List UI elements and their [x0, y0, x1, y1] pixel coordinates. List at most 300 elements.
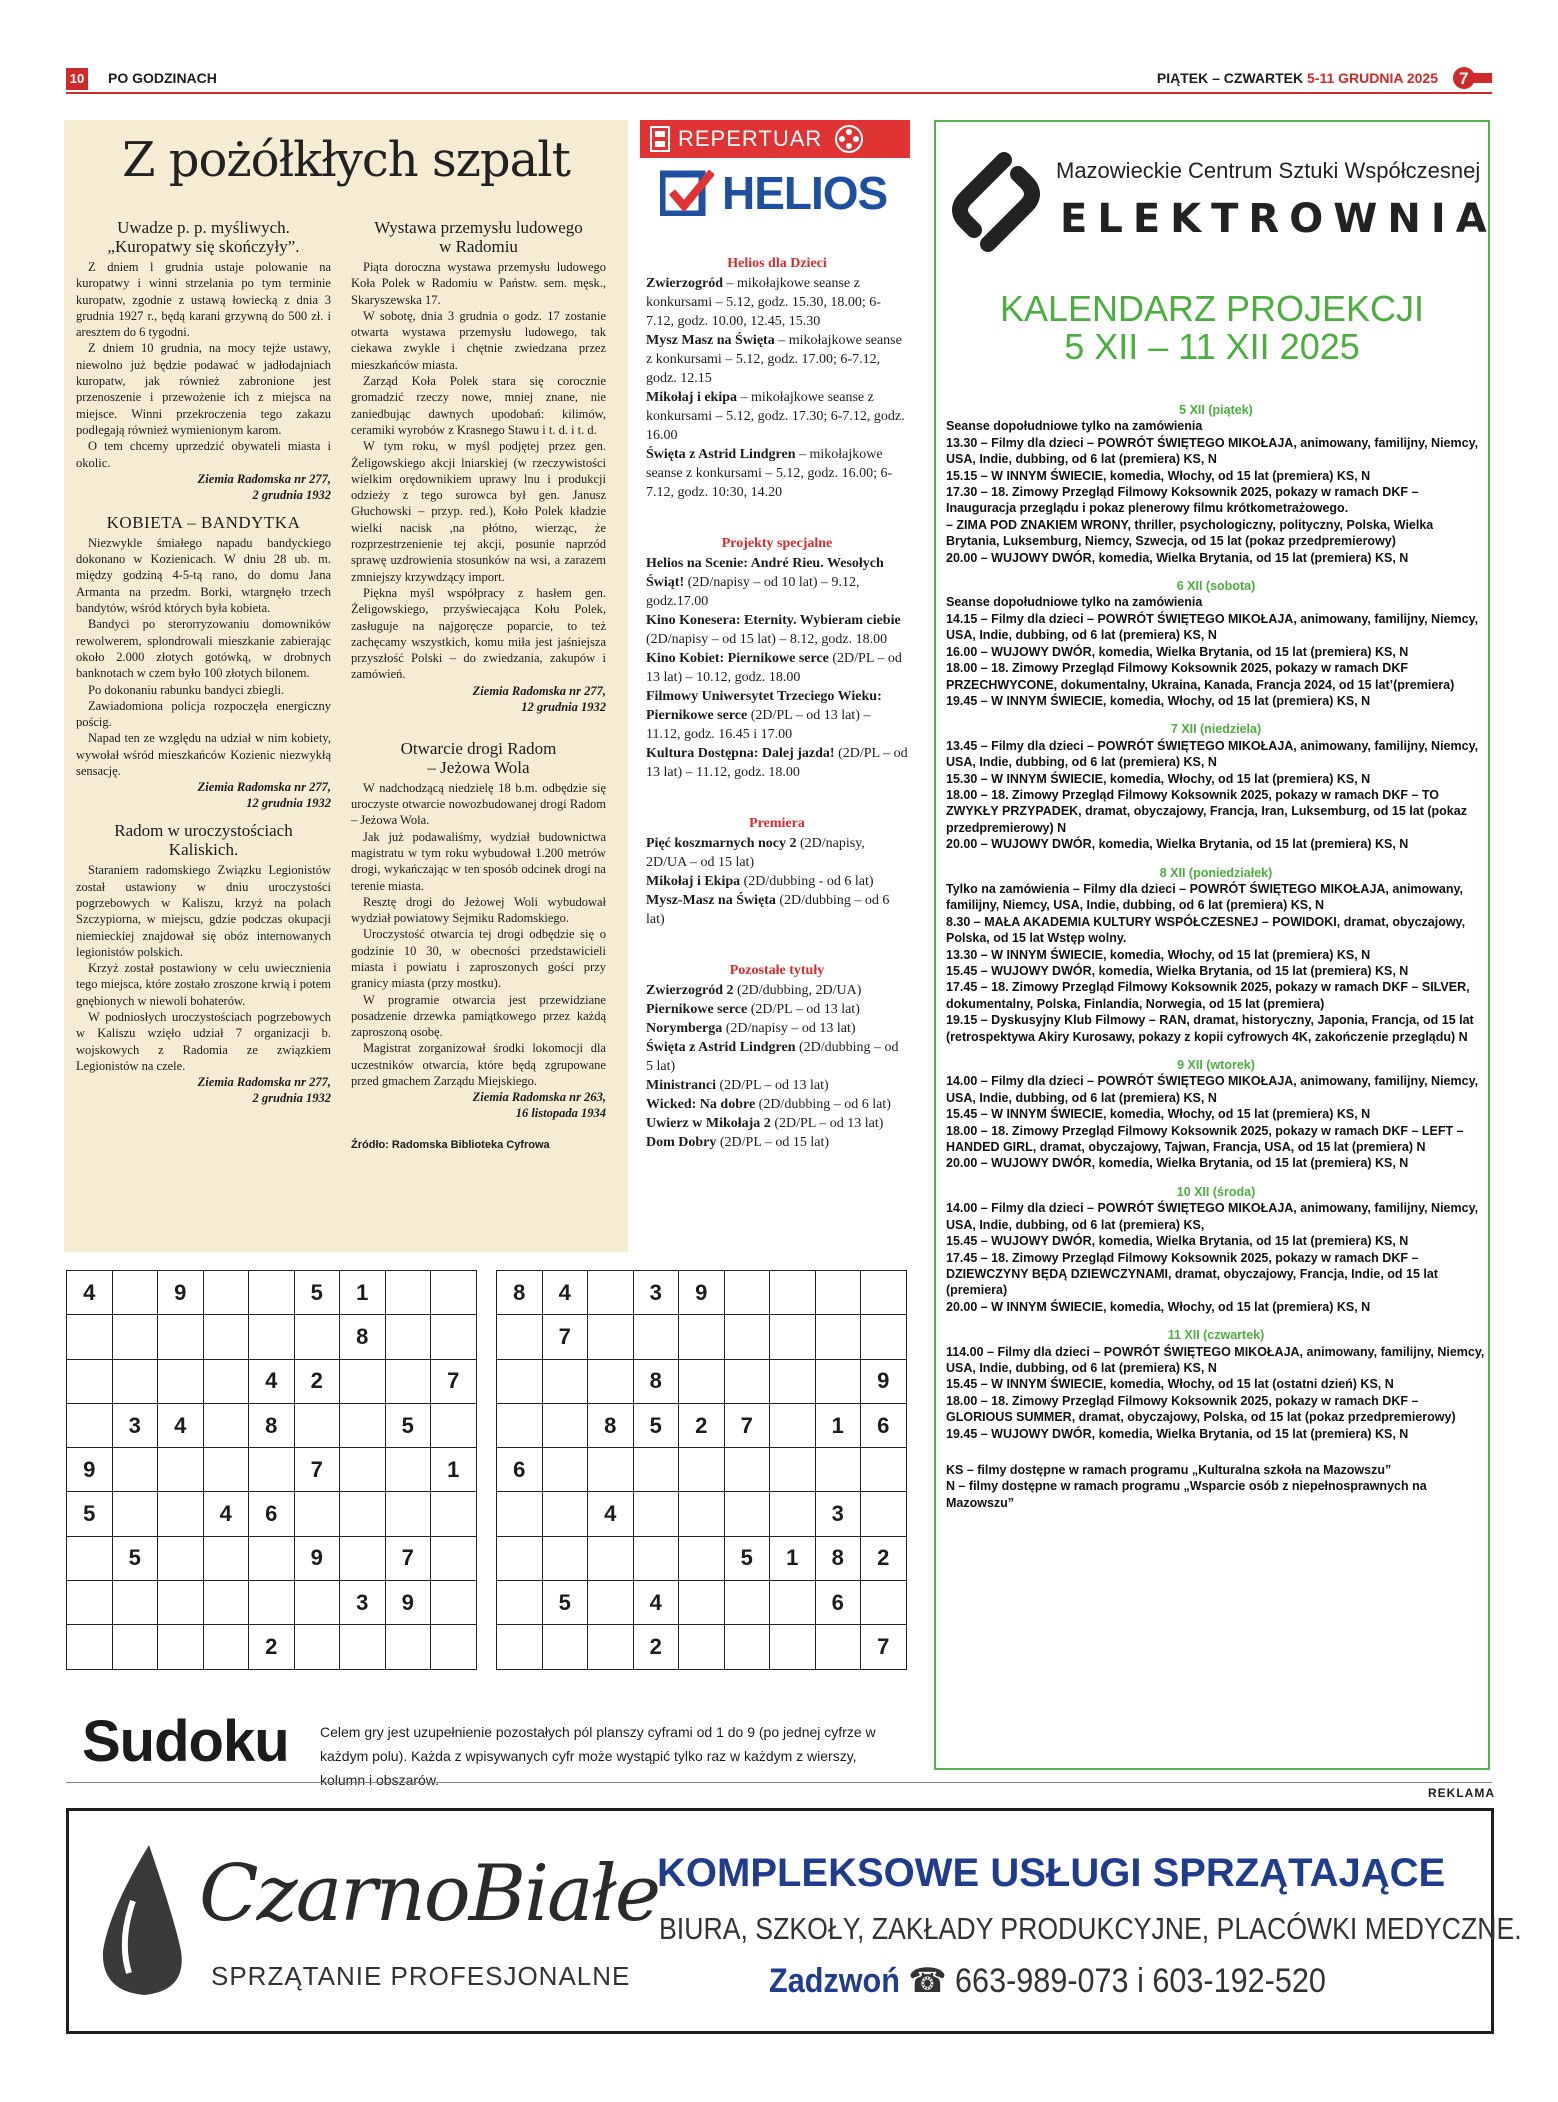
sudoku-cell: 5	[724, 1536, 770, 1580]
sudoku-cell: 8	[340, 1315, 386, 1359]
sudoku-cell	[588, 1448, 634, 1492]
screening-line: 15.45 – W INNYM ŚWIECIE, komedia, Włochy, od 15 lat (ostatni dzień) KS, N	[946, 1377, 1394, 1392]
sudoku-cell	[112, 1448, 158, 1492]
article-paragraph: Z dniem l grudnia ustaje polowanie na kuropatwy i winni strzelania po tym terminie kuropatw, zgodnie z ustawą łowiecką z dnia 3 grudnia 1927 r., będą karani grzywną do 500 zł. i aresztem do 6 tygodni.	[76, 260, 331, 340]
screening-line: 19.45 – WUJOWY DWÓR, komedia, Wielka Brytania, od 15 lat (premiera) KS, N	[946, 1426, 1409, 1441]
cleaning-advert	[66, 1808, 1522, 2034]
sudoku-cell	[112, 1581, 158, 1625]
sudoku-cell	[724, 1625, 770, 1669]
sudoku-cell	[294, 1492, 340, 1536]
sudoku-cell: 9	[679, 1271, 725, 1315]
sudoku-cell	[497, 1581, 543, 1625]
sudoku-cell: 1	[340, 1271, 386, 1315]
screening-line: Tylko na zamówienia – Filmy dla dzieci – POWRÓT ŚWIĘTEGO MIKOŁAJA, animowany, familijny, Niemcy, USA, Indie, dubbing, od 6 lat (premiera) KS, N	[946, 881, 1463, 913]
sudoku-cell	[588, 1359, 634, 1403]
sudoku-row	[67, 1625, 477, 1669]
sudoku-cell: 2	[861, 1536, 907, 1580]
article-paragraph: W sobotę, dnia 3 grudnia o godz. 17 zostanie otwarta wystawa przemysłu ludowego, tak ciekawa zwykle i chętnie zwiedzana przez mieszkańców miasta.	[351, 308, 606, 372]
sudoku-row	[497, 1271, 907, 1315]
article-paragraph: W podniosłych uroczystościach pogrzebowych w Kaliszu wzięło udział 7 organizacji b. wojskowych z Radomia ze związkiem Legionistów na czele.	[76, 1009, 331, 1073]
sudoku-cell	[724, 1359, 770, 1403]
sudoku-cell: 2	[249, 1625, 295, 1669]
sudoku-cell: 4	[542, 1271, 588, 1315]
sudoku-cell	[770, 1271, 816, 1315]
sudoku-row	[67, 1315, 477, 1359]
sudoku-cell	[861, 1581, 907, 1625]
sudoku-cell	[431, 1271, 477, 1315]
sudoku-cell: 7	[431, 1359, 477, 1403]
sudoku-cell	[770, 1625, 816, 1669]
sudoku-cell: 7	[861, 1625, 907, 1669]
sudoku-cell	[542, 1403, 588, 1447]
sudoku-cell	[633, 1492, 679, 1536]
sudoku-grid-1	[66, 1270, 477, 1670]
brand-name: CzarnoBiałe	[199, 1849, 659, 1939]
repertoire-banner: REPERTUAR	[640, 120, 910, 158]
sudoku-cell	[431, 1536, 477, 1580]
sudoku-cell: 9	[294, 1536, 340, 1580]
sudoku-cell: 2	[633, 1625, 679, 1669]
sudoku-cell: 8	[497, 1271, 543, 1315]
sudoku-cell: 7	[294, 1448, 340, 1492]
screening-line: 18.00 – 18. Zimowy Przegląd Filmowy Koksownik 2025, pokazy w ramach DKF PRZECHWYCONE, dokumentalny, Ukraina, Kanada, Francja 2024, od 15 lat’(premiera)	[946, 661, 1455, 692]
film-entry: Kino Kobiet: Piernikowe serce (2D/PL – od 13 lat) – 10.12, godz. 18.00	[646, 651, 902, 685]
sudoku-cell	[497, 1625, 543, 1669]
sudoku-cell	[294, 1403, 340, 1447]
screening-line: 19.45 – W INNYM ŚWIECIE, komedia, Włochy, od 15 lat (premiera) KS, N	[946, 693, 1371, 708]
sudoku-row	[497, 1359, 907, 1403]
sudoku-cell	[588, 1315, 634, 1359]
sudoku-cell: 2	[294, 1359, 340, 1403]
day-heading: 11 XII (czwartek)	[1167, 1328, 1265, 1343]
article-paragraph: Jak już podawaliśmy, wydział budownictwa magistratu w tym roku wybudował 1.200 metrów drogi, wykańczając w ten sposób odcinek drogi na terenie miasta.	[351, 829, 606, 893]
day-heading: 6 XII (sobota)	[1176, 579, 1256, 594]
sudoku-cell: 7	[542, 1315, 588, 1359]
film-entry: Święta z Astrid Lindgren – mikołajkowe seanse z konkursami – 5.12, godz. 16.00; 6-7.12, godz. 10:30, 14.20	[646, 447, 893, 500]
sudoku-cell	[633, 1448, 679, 1492]
sudoku-cell	[158, 1359, 204, 1403]
article-paragraph: Niezwykle śmiałego napadu bandyckiego dokonano w Kozienicach. W dniu 28 ub. m. między godziną 4-5-tą rano, do domu Jana Armanta na przedm. Borki, wtargnęło trzech bandytów, wśród których była kobieta.	[76, 535, 331, 616]
screening-line: 20.00 – WUJOWY DWÓR, komedia, Wielka Brytania, od 15 lat (premiera) KS, N	[946, 1156, 1409, 1171]
sudoku-cell	[67, 1625, 113, 1669]
sudoku-cell	[67, 1359, 113, 1403]
sudoku-cell	[724, 1581, 770, 1625]
sudoku-cell	[724, 1315, 770, 1359]
sudoku-cell	[294, 1581, 340, 1625]
screening-line: 20.00 – W INNYM ŚWIECIE, komedia, Włochy, od 15 lat (premiera) KS, N	[946, 1299, 1371, 1314]
screening-line: Seanse dopołudniowe tylko na zamówienia	[946, 595, 1203, 610]
article-heading: Otwarcie drogi Radom – Jeżowa Wola	[400, 738, 557, 777]
article-paragraph: Resztę drogi do Jeżowej Woli wybudował wydział powiatowy Sejmiku Radomskiego.	[351, 894, 606, 926]
film-entry: Piernikowe serce (2D/PL – od 13 lat)	[646, 1002, 860, 1017]
svg-text:7: 7	[1459, 69, 1469, 88]
sudoku-cell	[633, 1315, 679, 1359]
sudoku-cell	[542, 1625, 588, 1669]
sudoku-row	[67, 1492, 477, 1536]
sudoku-cell	[67, 1536, 113, 1580]
sudoku-cell	[203, 1403, 249, 1447]
screening-line: 114.00 – Filmy dla dzieci – POWRÓT ŚWIĘTEGO MIKOŁAJA, animowany, familijny, Niemcy, USA, Indie, dubbing, od 6 lat (premiera) KS, N	[946, 1344, 1485, 1375]
premiere-heading: Premiera	[749, 816, 805, 831]
article-paragraph: Magistrat zorganizował środki lokomocji dla uczestników otwarcia, które będą zgrupowane przed gmachem Zarządu Miejskiego.	[351, 1041, 606, 1089]
article-paragraph: Po dokonaniu rabunku bandyci zbiegli.	[88, 682, 285, 697]
article-source: Ziemia Radomska nr 263, 16 listopada 1934	[472, 1090, 606, 1121]
sudoku-cell	[770, 1448, 816, 1492]
sudoku-cell	[385, 1315, 431, 1359]
sudoku-cell	[112, 1359, 158, 1403]
cinema-repertoire	[640, 120, 916, 1252]
sudoku-cell: 7	[724, 1403, 770, 1447]
screening-line: 18.00 – 18. Zimowy Przegląd Filmowy Koksownik 2025, pokazy w ramach DKF – TO ZWYKŁY PRZYPADEK, dramat, obyczajowy, Francja, Iran, Luksemburg, od 15 lat (pokaz przedpremierowy) N	[946, 787, 1467, 835]
sudoku-cell	[158, 1581, 204, 1625]
sudoku-cell	[431, 1581, 477, 1625]
sudoku-cell	[861, 1271, 907, 1315]
date-range: 5-11 GRUDNIA 2025	[1307, 70, 1438, 86]
article-source: Ziemia Radomska nr 277, 12 grudnia 1932	[472, 683, 606, 714]
sudoku-cell	[588, 1271, 634, 1315]
sudoku-cell	[67, 1403, 113, 1447]
page-header	[66, 66, 1492, 94]
sudoku-cell: 5	[633, 1403, 679, 1447]
sudoku-cell	[158, 1492, 204, 1536]
sudoku-cell: 6	[815, 1581, 861, 1625]
sudoku-cell: 5	[294, 1271, 340, 1315]
sudoku-row	[497, 1625, 907, 1669]
article-paragraph: Piąta doroczna wystawa przemysłu ludowego Koła Polek w Radomiu w Państw. sem. męsk., Skaryszewska 17.	[351, 260, 606, 307]
sudoku-row	[67, 1448, 477, 1492]
screening-line: 17.30 – 18. Zimowy Przegląd Filmowy Koksownik 2025, pokazy w ramach DKF – Inauguracja przeglądu i pokaz plenerowy filmu krótkometrażowego.	[946, 485, 1419, 516]
sudoku-cell	[112, 1315, 158, 1359]
day-heading: 7 XII (niedziela)	[1170, 722, 1262, 737]
date-prefix: PIĄTEK – CZWARTEK	[1156, 70, 1304, 86]
sudoku-cell	[249, 1315, 295, 1359]
sudoku-cell	[588, 1625, 634, 1669]
sudoku-cell	[679, 1315, 725, 1359]
screening-line: 15.45 – WUJOWY DWÓR, komedia, Wielka Brytania, od 15 lat (premiera) KS, N	[946, 1234, 1409, 1249]
dateline	[1157, 70, 1438, 86]
day-heading: 8 XII (poniedziałek)	[1159, 865, 1273, 880]
screening-line: 13.30 – W INNYM ŚWIECIE, komedia, Włochy, od 15 lat (premiera) KS, N	[946, 947, 1371, 962]
sudoku-cell	[294, 1625, 340, 1669]
film-entry: Mikołaj i Ekipa (2D/dubbing - od 6 lat)	[646, 874, 874, 889]
sudoku-cell	[203, 1271, 249, 1315]
screening-line: – ZIMA POD ZNAKIEM WRONY, thriller, psychologiczny, polityczny, Polska, Wielka Brytania, Luksemburg, Niemcy, Szwecja, od 15 lat (pokaz przedpremierowy)	[946, 517, 1434, 549]
sudoku-cell: 4	[249, 1359, 295, 1403]
sudoku-row	[67, 1359, 477, 1403]
article-paragraph: W tym roku, w myśl podjętej przez gen. Żeligowskiego akcji lniarskiej (w rzeczywistości wielkim orędownikiem uprawy lnu i produkcji odzieży z tego surowca był gen. Janusz Głuchowski – przyp. red.), Koło Polek kładzie wielki nacisk ,na płótno, wierząc, że rozprzestrzenienie tej akcji, posunie naprzód sprawę uzdrowienia stosunków na wsi, a zarazem zmniejszy krzywdzący import.	[351, 439, 606, 584]
sudoku-cell	[249, 1271, 295, 1315]
sudoku-cell	[249, 1448, 295, 1492]
day-heading: 5 XII (piątek)	[1179, 403, 1253, 417]
article-heading: Radom w uroczystościach Kaliskich.	[114, 821, 293, 860]
screening-line: 20.00 – WUJOWY DWÓR, komedia, Wielka Brytania, od 15 lat (premiera) KS, N	[946, 550, 1409, 565]
sudoku-cell: 4	[67, 1271, 113, 1315]
screening-line: 15.45 – W INNYM ŚWIECIE, komedia, Włochy, od 15 lat (premiera) KS, N	[946, 1107, 1371, 1122]
sudoku-cell	[815, 1271, 861, 1315]
film-entry: Kino Konesera: Eternity. Wybieram ciebie (2D/napisy – od 15 lat) – 8.12, godz. 18.00	[646, 613, 901, 647]
sudoku-cell	[542, 1536, 588, 1580]
sudoku-cell	[724, 1448, 770, 1492]
ad-label: REKLAMA	[1428, 1786, 1495, 1800]
sudoku-cell	[340, 1448, 386, 1492]
sudoku-cell: 3	[112, 1403, 158, 1447]
checkmark-logo-icon	[660, 170, 714, 216]
sudoku-cell: 1	[770, 1536, 816, 1580]
screening-line: 13.45 – Filmy dla dzieci – POWRÓT ŚWIĘTEGO MIKOŁAJA, animowany, familijny, Niemcy, USA, Indie, dubbing, od 6 lat (premiera) KS, N	[946, 738, 1479, 770]
article-heading: KOBIETA – BANDYTKA	[106, 512, 301, 532]
screening-line: 15.30 – W INNYM ŚWIECIE, komedia, Włochy, od 15 lat (premiera) KS, N	[946, 771, 1371, 786]
sudoku-cell	[497, 1315, 543, 1359]
screening-line: 17.45 – 18. Zimowy Przegląd Filmowy Koksownik 2025, pokazy w ramach DKF – DZIEWCZYNY BĘDĄ DZIEWCZYNAMI, dramat, obyczajowy, Francja, Indie, od 15 lat (premiera)	[946, 1250, 1438, 1298]
screening-line: 8.30 – MAŁA AKADEMIA KULTURY WSPÓŁCZESNEJ – POWIDOKI, dramat, obyczajowy, Polska, od 15 lat Wstęp wolny.	[946, 914, 1466, 946]
other-titles-heading: Pozostałe tytuły	[729, 963, 825, 978]
sudoku-cell: 7	[385, 1536, 431, 1580]
sudoku-cell	[294, 1315, 340, 1359]
sudoku-cell	[158, 1315, 204, 1359]
sudoku-cell	[770, 1492, 816, 1536]
article-source: Ziemia Radomska nr 277, 2 grudnia 1932	[197, 1075, 331, 1106]
article-paragraph: W nadchodzącą niedzielę 18 b.m. odbędzie się uroczyste otwarcie nowozbudowanej drogi Radom – Jeżowa Wola.	[351, 780, 606, 828]
sudoku-row	[497, 1315, 907, 1359]
day-heading: 9 XII (wtorek)	[1177, 1058, 1255, 1073]
article-source: Ziemia Radomska nr 277, 2 grudnia 1932	[197, 471, 331, 502]
sudoku-cell: 5	[385, 1403, 431, 1447]
sudoku-cell	[497, 1359, 543, 1403]
sudoku-cell: 8	[815, 1536, 861, 1580]
day-heading: 10 XII (środa)	[1176, 1184, 1256, 1199]
sudoku-cell	[385, 1448, 431, 1492]
sudoku-cell: 9	[861, 1359, 907, 1403]
sudoku-cell	[815, 1625, 861, 1669]
film-entry: Zwierzogród 2 (2D/dubbing, 2D/UA)	[646, 983, 862, 998]
sudoku-cell	[861, 1448, 907, 1492]
phone-icon: ☎	[908, 1962, 947, 2000]
sudoku-row	[497, 1448, 907, 1492]
sudoku-cell	[588, 1536, 634, 1580]
film-strip-icon	[650, 126, 670, 152]
archive-section	[64, 120, 628, 1252]
sudoku-cell	[815, 1448, 861, 1492]
film-entry: Mysz Masz na Święta – mikołajkowe seanse z konkursami – 5.12, godz. 17.00; 6-7.12, godz. 12.15	[646, 333, 902, 386]
sudoku-cell	[340, 1359, 386, 1403]
sudoku-cell	[542, 1359, 588, 1403]
sudoku-cell	[861, 1492, 907, 1536]
ad-phone: Zadzwoń ☎ 663-989-073 i 603-192-520	[769, 1962, 1326, 2000]
film-entry: Mikołaj i ekipa – mikołajkowe seanse z konkursami – 5.12, godz. 17.30; 6-7.12, godz. 16.00	[646, 390, 905, 443]
brand-tagline: SPRZĄTANIE PROFESJONALNE	[211, 1961, 631, 1991]
elektrownia-mark-icon	[946, 152, 1046, 252]
film-entry: Helios na Scenie: André Rieu. Wesołych Świąt! (2D/napisy – od 10 lat) – 9.12, godz.17.00	[646, 556, 884, 609]
screening-line: 15.15 – W INNYM ŚWIECIE, komedia, Włochy, od 15 lat (premiera) KS, N	[946, 468, 1371, 483]
film-entry: Wicked: Na dobre (2D/dubbing – od 6 lat)	[646, 1097, 891, 1112]
sudoku-cell	[203, 1581, 249, 1625]
sudoku-cell: 3	[340, 1581, 386, 1625]
film-entry: Uwierz w Mikołaja 2 (2D/PL – od 13 lat)	[646, 1116, 884, 1131]
sudoku-cell	[385, 1359, 431, 1403]
sudoku-cell: 4	[203, 1492, 249, 1536]
sudoku-cell	[679, 1359, 725, 1403]
sudoku-row	[497, 1581, 907, 1625]
screening-line: 16.00 – WUJOWY DWÓR, komedia, Wielka Brytania, od 15 lat (premiera) KS, N	[946, 644, 1409, 659]
sudoku-cell	[770, 1581, 816, 1625]
article-heading: Uwadze p. p. myśliwych. „Kuropatwy się skończyły”.	[107, 218, 300, 256]
sudoku-cell	[203, 1625, 249, 1669]
film-entry: Kultura Dostępna: Dalej jazda! (2D/PL – od 13 lat) – 11.12, godz. 18.00	[646, 746, 908, 780]
sudoku-cell	[340, 1625, 386, 1669]
sudoku-cell	[679, 1492, 725, 1536]
helios-logo: HELIOS	[640, 158, 916, 228]
sudoku-cell	[431, 1403, 477, 1447]
article-paragraph: Uroczystość otwarcia tej drogi odbędzie się o godzinie 10 30, w obecności przedstawicieli miasta i powiatu i zaproszonych gości przy granicy miasta (przy mostku).	[351, 927, 606, 991]
sudoku-cell: 9	[385, 1581, 431, 1625]
sudoku-cell	[203, 1536, 249, 1580]
film-entry: Święta z Astrid Lindgren (2D/dubbing – od 5 lat)	[646, 1040, 899, 1074]
divider	[66, 1782, 1492, 1783]
screening-line: 19.15 – Dyskusyjny Klub Filmowy – RAN, dramat, historyczny, Japonia, Francja, od 15 lat (retrospektywa Akiry Kurosawy, pokazy z kopii cyfrowych 4K, zakończenie przeglądu) N	[946, 1013, 1474, 1044]
sudoku-cell	[679, 1625, 725, 1669]
sudoku-cell	[724, 1271, 770, 1315]
legend-n: N – filmy dostępne w ramach programu „Wsparcie osób z niepełnosprawnych na Mazowszu”	[946, 1479, 1427, 1510]
article-paragraph: Staraniem radomskiego Związku Legionistów został ustawiony w dniu uroczystości pogrzebowych w Kaliszu, krzyż na polach Szczypiorna, w miejscu, gdzie podczas okupacji niemieckiej znajdował się obóz internowanych legionistów polskich.	[76, 863, 331, 959]
sudoku-cell: 1	[815, 1403, 861, 1447]
ad-subline: BIURA, SZKOŁY, ZAKŁADY PRODUKCYJNE, PLACÓWKI MEDYCZNE.	[659, 1911, 1522, 1946]
film-entry: Pięć koszmarnych nocy 2 (2D/napisy, 2D/UA – od 15 lat)	[646, 836, 865, 870]
sudoku-cell: 5	[112, 1536, 158, 1580]
sudoku-cell	[203, 1359, 249, 1403]
sudoku-cell	[431, 1492, 477, 1536]
sudoku-cell: 5	[67, 1492, 113, 1536]
sudoku-cell	[497, 1536, 543, 1580]
sudoku-cell	[340, 1536, 386, 1580]
screening-line: 18.00 – 18. Zimowy Przegląd Filmowy Koksownik 2025, pokazy w ramach DKF – LEFT – HANDED GIRL, dramat, obyczajowy, Tajwan, Francja, USA, od 15 lat (premiera) N	[946, 1123, 1464, 1155]
sudoku-cell	[724, 1492, 770, 1536]
sudoku-cell	[431, 1625, 477, 1669]
article-paragraph: Zawiadomiona policja rozpoczęła energiczny pościg.	[76, 698, 331, 730]
sudoku-cell	[815, 1315, 861, 1359]
sudoku-cell	[340, 1492, 386, 1536]
archive-column-1	[76, 208, 331, 1151]
screening-line: 17.45 – 18. Zimowy Przegląd Filmowy Koksownik 2025, pokazy w ramach DKF – SILVER, dokumentalny, Polska, Finlandia, Norwegia, od 15 lat (premiera)	[946, 980, 1470, 1011]
screening-line: 20.00 – WUJOWY DWÓR, komedia, Wielka Brytania, od 15 lat (premiera) KS, N	[946, 837, 1409, 852]
sudoku-row	[67, 1403, 477, 1447]
sudoku-cell	[497, 1492, 543, 1536]
article-heading: Wystawa przemysłu ludowego w Radomiu	[374, 218, 583, 256]
sudoku-cell	[542, 1448, 588, 1492]
sudoku-cell: 9	[158, 1271, 204, 1315]
article-paragraph: Z dniem 10 grudnia, na mocy tejże ustawy, niewolno już będzie podawać w jadłodajniach kuropatw, jak również zabronione jest przenoszenie i przewożenie ich z miejsca na miejsce. Winni przekroczenia tego zakazu podlegają również wymienionym karom.	[76, 341, 331, 437]
sudoku-cell	[861, 1315, 907, 1359]
film-entry: Norymberga (2D/napisy – od 13 lat)	[646, 1021, 856, 1036]
sudoku-cell: 6	[861, 1403, 907, 1447]
sudoku-cell	[679, 1581, 725, 1625]
sudoku-cell	[249, 1536, 295, 1580]
sudoku-cell: 3	[633, 1271, 679, 1315]
article-paragraph: Krzyż został postawiony w celu uwiecznienia tego miejsca, które zostało zroszone krwią i potem gnębionych w niewoli bohaterów.	[76, 961, 331, 1008]
logo-wordmark: ELEKTROWNIA	[1060, 196, 1497, 242]
sudoku-cell	[67, 1581, 113, 1625]
film-entry: Mysz-Masz na Święta (2D/dubbing – od 6 lat)	[646, 893, 890, 927]
sudoku-cell	[633, 1536, 679, 1580]
sudoku-cell	[340, 1403, 386, 1447]
sudoku-cell	[542, 1492, 588, 1536]
screening-line: 14.00 – Filmy dla dzieci – POWRÓT ŚWIĘTEGO MIKOŁAJA, animowany, familijny, Niemcy, USA, Indie, dubbing, od 6 lat (premiera) KS, N	[946, 1074, 1479, 1105]
sudoku-cell: 8	[588, 1403, 634, 1447]
sudoku-cell	[679, 1448, 725, 1492]
film-entry: Dom Dobry (2D/PL – od 15 lat)	[646, 1135, 830, 1150]
screening-line: 18.00 – 18. Zimowy Przegląd Filmowy Koksownik 2025, pokazy w ramach DKF – GLORIOUS SUMMER, dramat, obyczajowy, Polska, od 15 lat (pokaz przedpremierowy)	[946, 1393, 1456, 1425]
article-paragraph: Zarząd Koła Polek stara się corocznie gromadzić rzeczy nowe, mniej znane, nie zaniedbując dawnych upodobań: kilimów, ceramiki wyrobów z Krasnego Stawu i t. d. i t. d.	[351, 374, 606, 437]
film-entry: Ministranci (2D/PL – od 13 lat)	[646, 1078, 829, 1093]
archive-credit: Źródło: Radomska Biblioteka Cyfrowa	[351, 1139, 550, 1152]
sudoku-cell	[112, 1625, 158, 1669]
film-reel-icon	[834, 124, 864, 154]
sudoku-cell: 4	[588, 1492, 634, 1536]
sudoku-grid-2	[496, 1270, 907, 1670]
sudoku-cell: 3	[815, 1492, 861, 1536]
sudoku-row	[497, 1403, 907, 1447]
special-heading: Projekty specjalne	[721, 536, 833, 551]
sudoku-cell	[431, 1315, 477, 1359]
sudoku-cell	[588, 1581, 634, 1625]
sudoku-cell	[815, 1359, 861, 1403]
sudoku-cell: 5	[542, 1581, 588, 1625]
screening-line: 15.45 – WUJOWY DWÓR, komedia, Wielka Brytania, od 15 lat (premiera) KS, N	[946, 964, 1409, 978]
publisher-logo-icon	[1452, 66, 1492, 90]
sudoku-row	[67, 1271, 477, 1315]
sudoku-row	[497, 1536, 907, 1580]
sudoku-cell: 6	[249, 1492, 295, 1536]
sudoku-cell	[497, 1403, 543, 1447]
calendar-title: KALENDARZ PROJEKCJI 5 XII – 11 XII 2025	[999, 288, 1425, 367]
sudoku-title: Sudoku	[82, 1709, 289, 1774]
screening-line: Seanse dopołudniowe tylko na zamówienia	[946, 419, 1203, 434]
archive-title: Z pożółkłych szpalt	[122, 132, 570, 188]
kids-heading: Helios dla Dzieci	[727, 256, 827, 271]
page-number: 10	[66, 68, 88, 90]
sudoku-cell: 9	[67, 1448, 113, 1492]
sudoku-cell: 8	[249, 1403, 295, 1447]
logo-top-text: Mazowieckie Centrum Sztuki Współczesnej	[1056, 158, 1481, 183]
screening-line: 14.15 – Filmy dla dzieci – POWRÓT ŚWIĘTEGO MIKOŁAJA, animowany, familijny, Niemcy, USA, Indie, dubbing, od 6 lat (premiera) KS, N	[946, 611, 1479, 643]
elektrownia-box	[934, 120, 1497, 1770]
article-paragraph: Bandyci po sterorryzowaniu domowników rewolwerem, splondrowali mieszkanie zabierając około 2.000 złotych gotówką, w drobnych banknotach w czem było 100 złotych bilonem.	[76, 617, 331, 681]
sudoku-cell	[770, 1315, 816, 1359]
legend-ks: KS – filmy dostępne w ramach programu „Kulturalna szkoła na Mazowszu”	[946, 1462, 1392, 1477]
sudoku-cell	[249, 1581, 295, 1625]
article-paragraph: O tem chcemy uprzedzić obywateli miasta i okolic.	[76, 439, 331, 470]
ad-headline: KOMPLEKSOWE USŁUGI SPRZĄTAJĄCE	[657, 1851, 1446, 1895]
article-source: Ziemia Radomska nr 277, 12 grudnia 1932	[197, 780, 331, 811]
drop-logo-icon	[89, 1841, 199, 2001]
sudoku-cell: 6	[497, 1448, 543, 1492]
screening-line: 13.30 – Filmy dla dzieci – POWRÓT ŚWIĘTEGO MIKOŁAJA, animowany, familijny, Niemcy, USA, Indie, dubbing, od 6 lat (premiera) KS, N	[946, 435, 1479, 467]
sudoku-cell	[158, 1625, 204, 1669]
sudoku-cell: 4	[633, 1581, 679, 1625]
article-paragraph: Piękna myśl współpracy z hasłem gen. Żeligowskiego, przyświecająca Kołu Polek, zasługuje na najgoręcze poparcie, to też zachęcamy wszystkich, komu miła jest jaśniejsza przyszłość Polski – do zwiedzania, zakupów i zamówień.	[351, 585, 606, 682]
sudoku-description: Celem gry jest uzupełnienie pozostałych pól planszy cyframi od 1 do 9 (po jednej cyfrze w każdym polu). Każda z wpisywanych cyfr może wystąpić tylko raz w każdym z wierszy, kolumn i obszarów.	[320, 1724, 876, 1788]
sudoku-cell	[385, 1271, 431, 1315]
section-name: PO GODZINACH	[108, 70, 217, 86]
screening-line: 14.00 – Filmy dla dzieci – POWRÓT ŚWIĘTEGO MIKOŁAJA, animowany, familijny, Niemcy, USA, Indie, dubbing, od 6 lat (premiera) KS,	[946, 1201, 1479, 1232]
sudoku-cell: 4	[158, 1403, 204, 1447]
sudoku-cell	[679, 1536, 725, 1580]
sudoku-cell	[770, 1403, 816, 1447]
sudoku-cell: 2	[679, 1403, 725, 1447]
sudoku-row	[67, 1581, 477, 1625]
article-paragraph: Napad ten ze względu na udział w nim kobiety, wywołał wśród mieszkańców Kozienic niezwykłą sensację.	[76, 731, 331, 779]
sudoku-row	[497, 1492, 907, 1536]
sudoku-cell: 1	[431, 1448, 477, 1492]
